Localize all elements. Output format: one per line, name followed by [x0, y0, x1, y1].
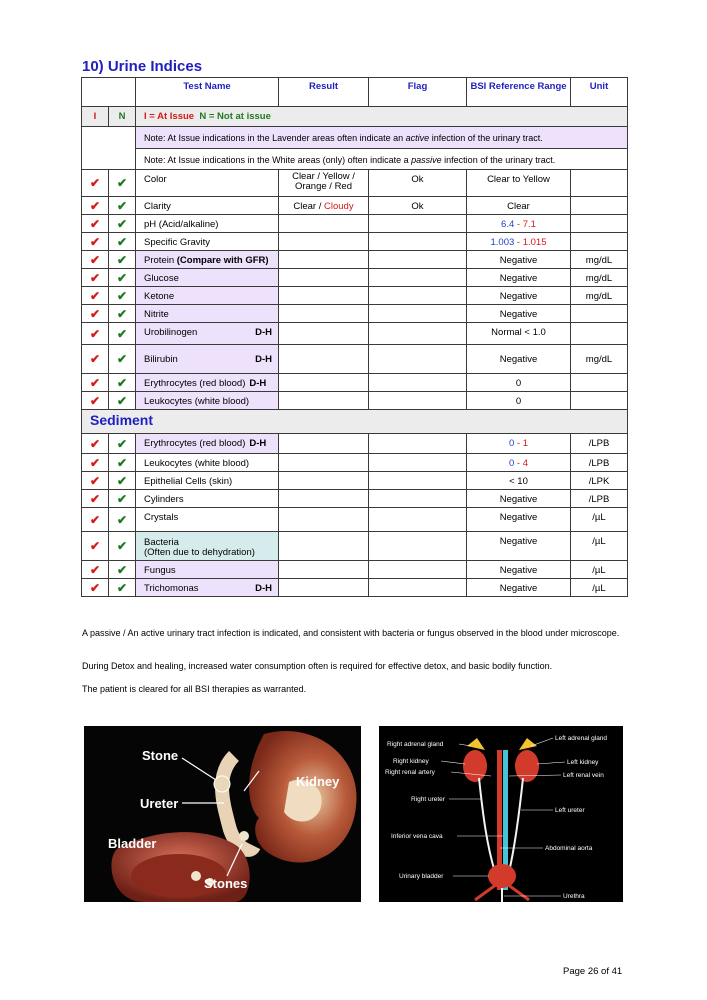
sediment-title: Sediment — [82, 410, 628, 434]
test-name: pH (Acid/alkaline) — [136, 215, 279, 233]
ok-check-icon[interactable]: ✔ — [109, 392, 136, 410]
ok-check-icon[interactable]: ✔ — [109, 434, 136, 454]
unit-value: /µL — [571, 561, 628, 579]
flag-value: Ok — [369, 170, 467, 197]
range-value: Negative — [467, 490, 571, 508]
header-result: Result — [279, 78, 369, 107]
range-value: Negative — [467, 345, 571, 374]
ok-check-icon[interactable]: ✔ — [109, 323, 136, 345]
test-name: Nitrite — [136, 305, 279, 323]
section-title: 10) Urine Indices — [82, 58, 203, 75]
flag-value — [369, 392, 467, 410]
result-value — [279, 287, 369, 305]
ok-check-icon[interactable]: ✔ — [109, 215, 136, 233]
legend-n: N — [109, 107, 136, 127]
note-blank — [82, 127, 136, 170]
result-value — [279, 454, 369, 472]
header-blank — [82, 78, 136, 107]
label-right-adrenal: Right adrenal gland — [387, 741, 444, 748]
test-name: Urobilinogen D-H — [136, 323, 279, 345]
page-number: Page 26 of 41 — [563, 966, 623, 977]
issue-check-icon[interactable]: ✔ — [82, 472, 109, 490]
flag-value — [369, 579, 467, 597]
flag-value — [369, 508, 467, 532]
test-name: Epithelial Cells (skin) — [136, 472, 279, 490]
legend-i: I — [82, 107, 109, 127]
legend-n-text: N = Not at issue — [199, 111, 271, 122]
header-flag: Flag — [369, 78, 467, 107]
ok-check-icon[interactable]: ✔ — [109, 454, 136, 472]
issue-check-icon[interactable]: ✔ — [82, 579, 109, 597]
unit-value: mg/dL — [571, 345, 628, 374]
header-range: BSI Reference Range — [467, 78, 571, 107]
issue-check-icon[interactable]: ✔ — [82, 305, 109, 323]
flag-value — [369, 269, 467, 287]
unit-value — [571, 215, 628, 233]
urine-indices-table — [81, 77, 628, 597]
test-name: Glucose — [136, 269, 279, 287]
ok-check-icon[interactable]: ✔ — [109, 508, 136, 532]
range-value: 0 - 1 — [467, 434, 571, 454]
urinary-system-diagram — [379, 726, 623, 902]
label-left-kidney: Left kidney — [567, 759, 599, 766]
ok-check-icon[interactable]: ✔ — [109, 197, 136, 215]
test-name: Crystals — [136, 508, 279, 532]
ok-check-icon[interactable]: ✔ — [109, 490, 136, 508]
label-left-adrenal: Left adrenal gland — [555, 735, 608, 742]
label-left-renal-vein: Left renal vein — [563, 772, 604, 779]
result-value — [279, 323, 369, 345]
label-ivc: Inferior vena cava — [391, 833, 443, 840]
label-kidney: Kidney — [296, 774, 340, 789]
ok-check-icon[interactable]: ✔ — [109, 170, 136, 197]
flag-value — [369, 287, 467, 305]
test-name: Leukocytes (white blood) — [136, 454, 279, 472]
issue-check-icon[interactable]: ✔ — [82, 233, 109, 251]
issue-check-icon[interactable]: ✔ — [82, 323, 109, 345]
test-name: Leukocytes (white blood) — [136, 392, 279, 410]
test-name: Specific Gravity — [136, 233, 279, 251]
range-value: Negative — [467, 305, 571, 323]
ok-check-icon[interactable]: ✔ — [109, 251, 136, 269]
flag-value — [369, 345, 467, 374]
range-value: < 10 — [467, 472, 571, 490]
issue-check-icon[interactable]: ✔ — [82, 269, 109, 287]
unit-value: /LPB — [571, 434, 628, 454]
test-name: Clarity — [136, 197, 279, 215]
range-value: Negative — [467, 269, 571, 287]
label-right-ureter: Right ureter — [411, 796, 445, 803]
test-name: Erythrocytes (red blood) D-H — [136, 434, 279, 454]
ok-check-icon[interactable]: ✔ — [109, 269, 136, 287]
unit-value — [571, 305, 628, 323]
unit-value: /LPK — [571, 472, 628, 490]
test-name: Trichomonas D-H — [136, 579, 279, 597]
paragraph-detox: During Detox and healing, increased water consumption often is required for effective detox, and basic bodily function. — [82, 661, 553, 671]
ok-check-icon[interactable]: ✔ — [109, 233, 136, 251]
label-stones: Stones — [204, 876, 248, 891]
unit-value: /LPB — [571, 454, 628, 472]
label-ureter: Ureter — [140, 796, 179, 811]
range-value: Normal < 1.0 — [467, 323, 571, 345]
ok-check-icon[interactable]: ✔ — [109, 345, 136, 374]
ok-check-icon[interactable]: ✔ — [109, 472, 136, 490]
range-value: 0 — [467, 392, 571, 410]
range-value: Negative — [467, 532, 571, 561]
issue-check-icon[interactable]: ✔ — [82, 561, 109, 579]
result-value — [279, 508, 369, 532]
issue-check-icon[interactable]: ✔ — [82, 454, 109, 472]
unit-value — [571, 392, 628, 410]
result-value: Clear / Yellow / Orange / Red — [279, 170, 369, 197]
flag-value — [369, 305, 467, 323]
ok-check-icon[interactable]: ✔ — [109, 579, 136, 597]
range-value: Clear to Yellow — [467, 170, 571, 197]
ok-check-icon[interactable]: ✔ — [109, 287, 136, 305]
test-name: Fungus — [136, 561, 279, 579]
range-value: Negative — [467, 287, 571, 305]
unit-value: mg/dL — [571, 287, 628, 305]
label-bladder: Bladder — [108, 836, 157, 851]
flag-value — [369, 490, 467, 508]
ok-check-icon[interactable]: ✔ — [109, 305, 136, 323]
result-value — [279, 374, 369, 392]
issue-check-icon[interactable]: ✔ — [82, 197, 109, 215]
ok-check-icon[interactable]: ✔ — [109, 532, 136, 561]
result-value — [279, 579, 369, 597]
range-value: Negative — [467, 251, 571, 269]
range-value: Negative — [467, 508, 571, 532]
unit-value: /LPB — [571, 490, 628, 508]
unit-value — [571, 323, 628, 345]
range-value: 0 - 4 — [467, 454, 571, 472]
unit-value — [571, 233, 628, 251]
issue-check-icon[interactable]: ✔ — [82, 508, 109, 532]
result-value — [279, 215, 369, 233]
unit-value — [571, 170, 628, 197]
unit-value: /µL — [571, 508, 628, 532]
result-value — [279, 532, 369, 561]
test-name: Protein (Compare with GFR) — [136, 251, 279, 269]
label-right-renal-artery: Right renal artery — [385, 769, 435, 776]
label-urethra: Urethra — [563, 893, 585, 900]
range-value: 1.003 - 1.015 — [467, 233, 571, 251]
issue-check-icon[interactable]: ✔ — [82, 251, 109, 269]
result-value — [279, 472, 369, 490]
legend-row — [136, 107, 628, 127]
result-value: Clear / Cloudy — [279, 197, 369, 215]
range-value: Negative — [467, 561, 571, 579]
result-value — [279, 251, 369, 269]
flag-value — [369, 532, 467, 561]
label-stone: Stone — [142, 748, 179, 763]
test-name: Ketone — [136, 287, 279, 305]
range-value: Clear — [467, 197, 571, 215]
flag-value — [369, 374, 467, 392]
result-value — [279, 233, 369, 251]
flag-value — [369, 251, 467, 269]
flag-value — [369, 434, 467, 454]
label-left-ureter: Left ureter — [555, 807, 585, 814]
flag-value — [369, 454, 467, 472]
unit-value: /µL — [571, 579, 628, 597]
flag-value — [369, 215, 467, 233]
unit-value: mg/dL — [571, 269, 628, 287]
header-test-name: Test Name — [136, 78, 279, 107]
issue-check-icon[interactable]: ✔ — [82, 392, 109, 410]
result-value — [279, 392, 369, 410]
range-value: 6.4 - 7.1 — [467, 215, 571, 233]
issue-check-icon[interactable]: ✔ — [82, 374, 109, 392]
flag-value — [369, 472, 467, 490]
label-aorta: Abdominal aorta — [545, 845, 593, 852]
test-name: Bacteria (Often due to dehydration) — [136, 532, 279, 561]
ok-check-icon[interactable]: ✔ — [109, 561, 136, 579]
ok-check-icon[interactable]: ✔ — [109, 374, 136, 392]
note-lavender: Note: At Issue indications in the Lavender areas often indicate an active infection of the urinary tract. — [136, 127, 628, 149]
result-value — [279, 490, 369, 508]
flag-value — [369, 323, 467, 345]
flag-value — [369, 561, 467, 579]
test-name: Cylinders — [136, 490, 279, 508]
kidney-stone-illustration — [84, 726, 361, 902]
result-value — [279, 269, 369, 287]
legend-i-text: I = At Issue — [144, 111, 195, 122]
unit-value: mg/dL — [571, 251, 628, 269]
issue-check-icon[interactable]: ✔ — [82, 490, 109, 508]
unit-value — [571, 197, 628, 215]
label-right-kidney: Right kidney — [393, 758, 429, 765]
issue-check-icon[interactable]: ✔ — [82, 532, 109, 561]
header-unit: Unit — [571, 78, 628, 107]
issue-check-icon[interactable]: ✔ — [82, 170, 109, 197]
result-value — [279, 305, 369, 323]
result-value — [279, 561, 369, 579]
range-value: Negative — [467, 579, 571, 597]
test-name: Bilirubin D-H — [136, 345, 279, 374]
issue-check-icon[interactable]: ✔ — [82, 215, 109, 233]
flag-value: Ok — [369, 197, 467, 215]
paragraph-cleared: The patient is cleared for all BSI therapies as warranted. — [82, 684, 307, 694]
test-name: Erythrocytes (red blood) D-H — [136, 374, 279, 392]
paragraph-infection: A passive / An active urinary tract infection is indicated, and consistent with bacteria or fungus observed in the blood under microscope. — [82, 628, 620, 638]
label-urinary-bladder: Urinary bladder — [399, 873, 444, 880]
note-white: Note: At Issue indications in the White areas (only) often indicate a passive infection of the urinary tract. — [136, 149, 628, 170]
flag-value — [369, 233, 467, 251]
unit-value — [571, 374, 628, 392]
issue-check-icon[interactable]: ✔ — [82, 434, 109, 454]
unit-value: /µL — [571, 532, 628, 561]
result-value — [279, 345, 369, 374]
issue-check-icon[interactable]: ✔ — [82, 287, 109, 305]
result-value — [279, 434, 369, 454]
range-value: 0 — [467, 374, 571, 392]
issue-check-icon[interactable]: ✔ — [82, 345, 109, 374]
test-name: Color — [136, 170, 279, 197]
